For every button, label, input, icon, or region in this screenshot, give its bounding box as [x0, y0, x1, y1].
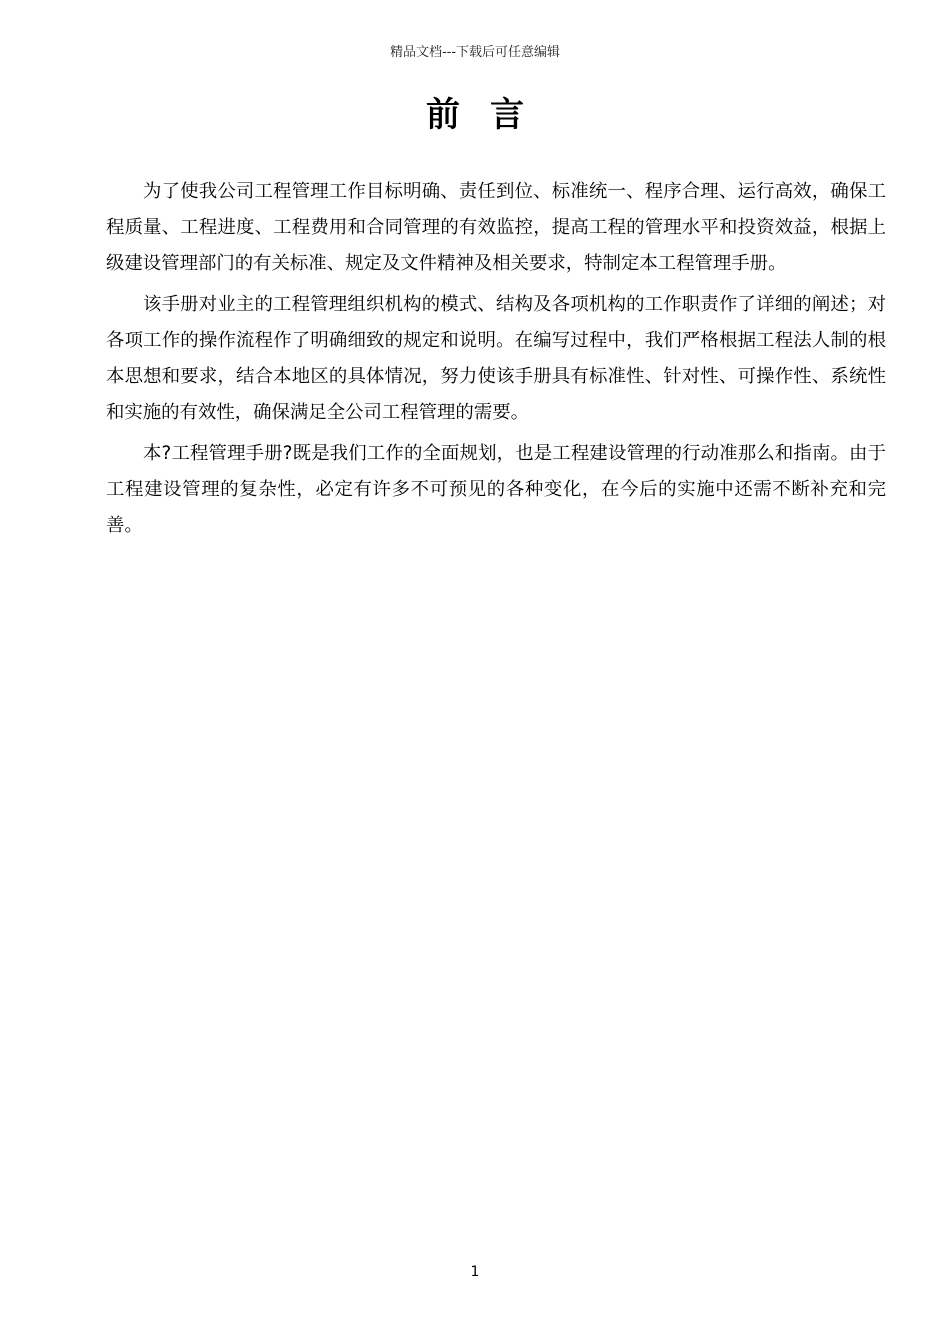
page-header: 精品文档---下载后可任意编辑 [389, 45, 561, 60]
paragraph-1: 为了使我公司工程管理工作目标明确、责任到位、标准统一、程序合理、运行高效，确保工程质量、工程进度、工程费用和合同管理的有效监控，提高工程的管理水平和投资效益，根据上级建设管理部门的有关标准、规定及文件精神及相关要求，特制定本工程管理手册。 [106, 181, 886, 274]
document-body [106, 174, 886, 544]
paragraph-2: 该手册对业主的工程管理组织机构的模式、结构及各项机构的工作职责作了详细的阐述；对各项工作的操作流程作了明确细致的规定和说明。在编写过程中，我们严格根据工程法人制的根本思想和要求，结合本地区的具体情况，努力使该手册具有标准性、针对性、可操作性、系统性和实施的有效性，确保满足全公司工程管理的需要。 [106, 294, 886, 423]
paragraph-3: 本?工程管理手册?既是我们工作的全面规划，也是工程建设管理的行动准那么和指南。由于工程建设管理的复杂性，必定有许多不可预见的各种变化，在今后的实施中还需不断补充和完善。 [106, 443, 886, 536]
document-title: 前言 [426, 95, 554, 135]
page-number: 1 [470, 1264, 480, 1280]
